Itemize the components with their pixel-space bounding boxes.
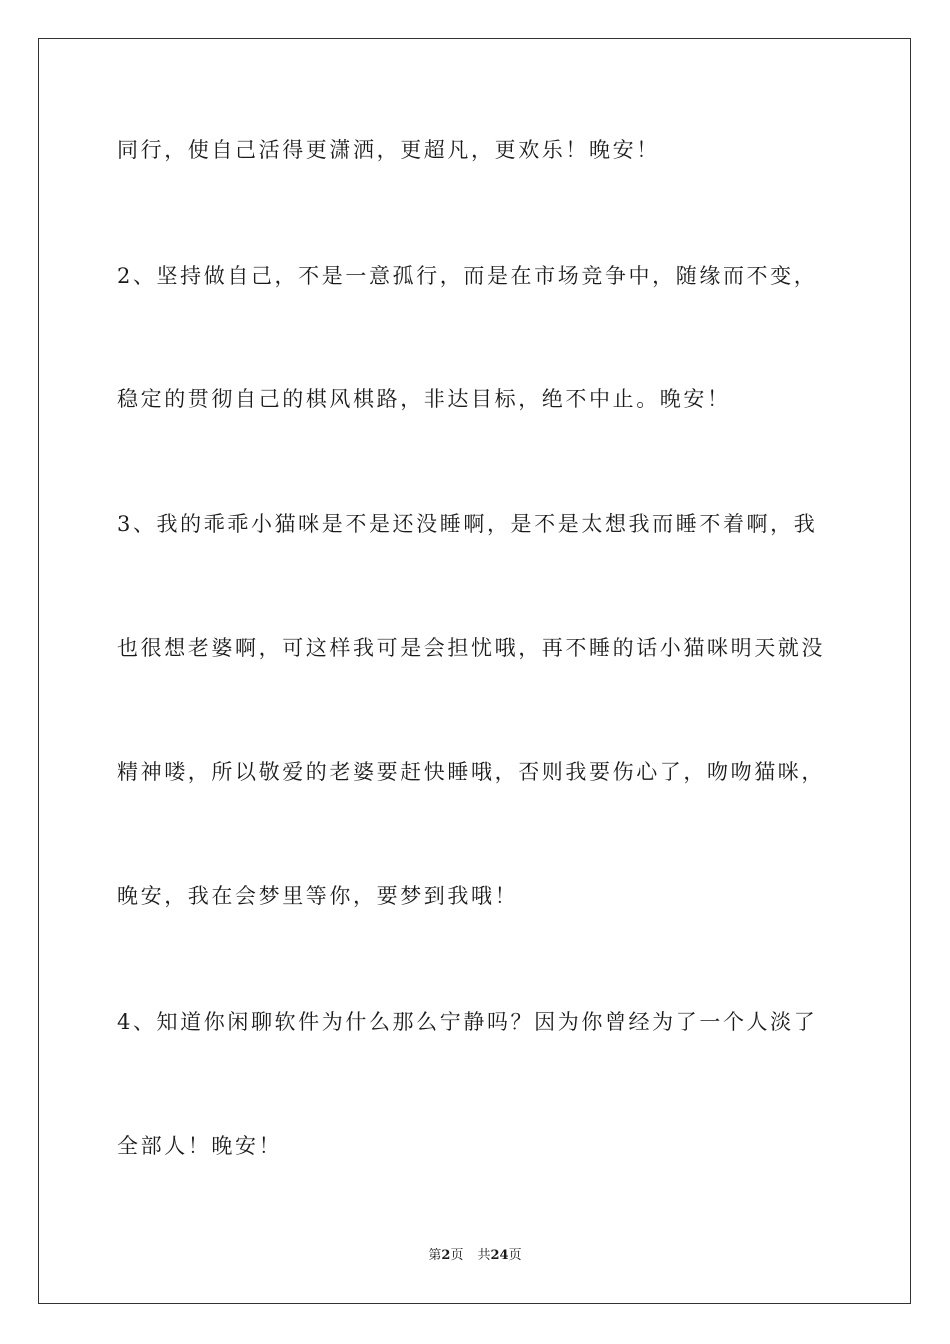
text-line-4: 3、我的乖乖小猫咪是不是还没睡啊，是不是太想我而睡不着啊，我: [117, 512, 818, 536]
text-line-1: 同行，使自己活得更潇洒，更超凡，更欢乐！晚安！: [117, 138, 660, 162]
page-prefix: 第: [428, 1248, 442, 1263]
text-line-6: 精神喽，所以敬爱的老婆要赶快睡哦，否则我要伤心了，吻吻猫咪，: [117, 760, 825, 784]
page-total: 24: [490, 1248, 509, 1263]
total-prefix: 共: [477, 1248, 491, 1263]
text-line-8: 4、知道你闲聊软件为什么那么宁静吗？因为你曾经为了一个人淡了: [117, 1010, 818, 1034]
page-current: 2: [441, 1248, 451, 1263]
text-line-3: 稳定的贯彻自己的棋风棋路，非达目标，绝不中止。晚安！: [117, 387, 731, 411]
page-footer: [0, 1247, 950, 1265]
text-line-9: 全部人！晚安！: [117, 1134, 283, 1158]
page-border: [38, 38, 911, 1304]
page-suffix: 页: [450, 1248, 464, 1263]
total-suffix: 页: [508, 1248, 522, 1263]
text-line-2: 2、坚持做自己，不是一意孤行，而是在市场竞争中，随缘而不变，: [117, 264, 818, 288]
text-line-5: 也很想老婆啊，可这样我可是会担忧哦，再不睡的话小猫咪明天就没: [117, 636, 825, 660]
text-line-7: 晚安，我在会梦里等你，要梦到我哦！: [117, 884, 519, 908]
